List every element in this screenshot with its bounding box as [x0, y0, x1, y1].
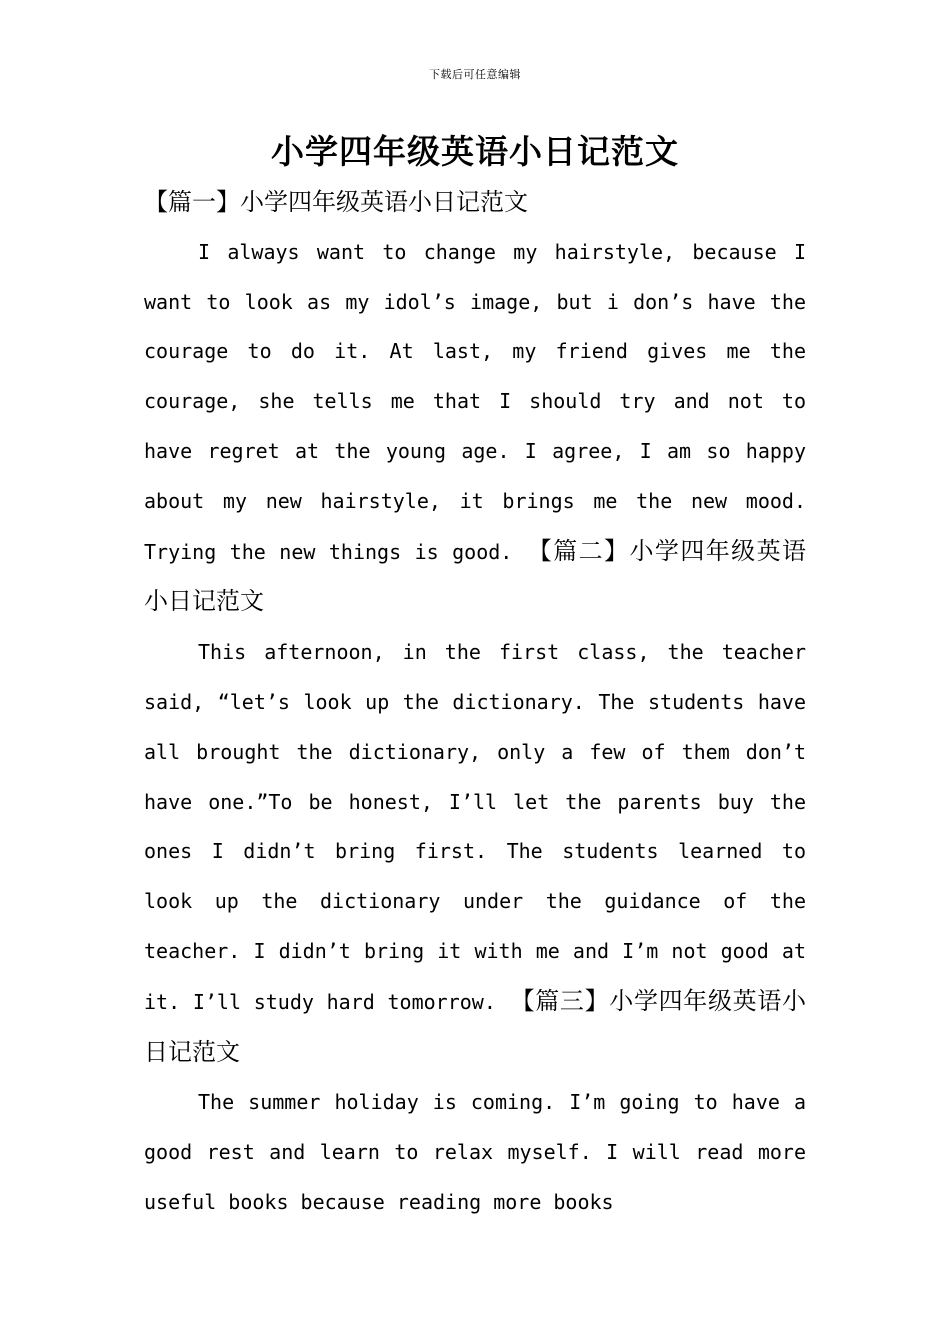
section-heading: 【篇一】小学四年级英语小日记范文: [144, 188, 528, 216]
paragraph-text: I always want to change my hairstyle, because I want to look as my idol’s image, but i don’s have the courage to do it. At last, my friend gives me the courage, she tells me that I should try and not to have regret at the young age. I agree, I am so happy about my new hairstyle, it brings me the new mood. Trying the new things is good.: [144, 239, 806, 564]
document-body: [144, 178, 806, 1228]
section-paragraph: [144, 228, 806, 628]
section-heading: 【篇三】小学四年级英语小日记范文: [144, 986, 806, 1066]
header-note: 下载后可任意编辑: [429, 68, 521, 81]
section-paragraph: [144, 628, 806, 1078]
section-heading: 【篇二】小学四年级英语小日记范文: [144, 536, 807, 616]
paragraph-text: This afternoon, in the first class, the teacher said, “let’s look up the dictionary. The students have all brought the dictionary, only a few of them don’t have one.”To be honest, I’ll let the parents buy the ones I didn’t bring first. The students learned to look up the dictionary under the guidance of the teacher. I didn’t bring it with me and I’m not good at it. I’ll study hard tomorrow.: [144, 640, 806, 1014]
section-paragraph: [144, 1078, 806, 1227]
paragraph-text: The summer holiday is coming. I’m going to have a good rest and learn to relax myself. I will read more useful books because reading more books: [144, 1090, 806, 1214]
document-title: 小学四年级英语小日记范文: [271, 132, 679, 171]
